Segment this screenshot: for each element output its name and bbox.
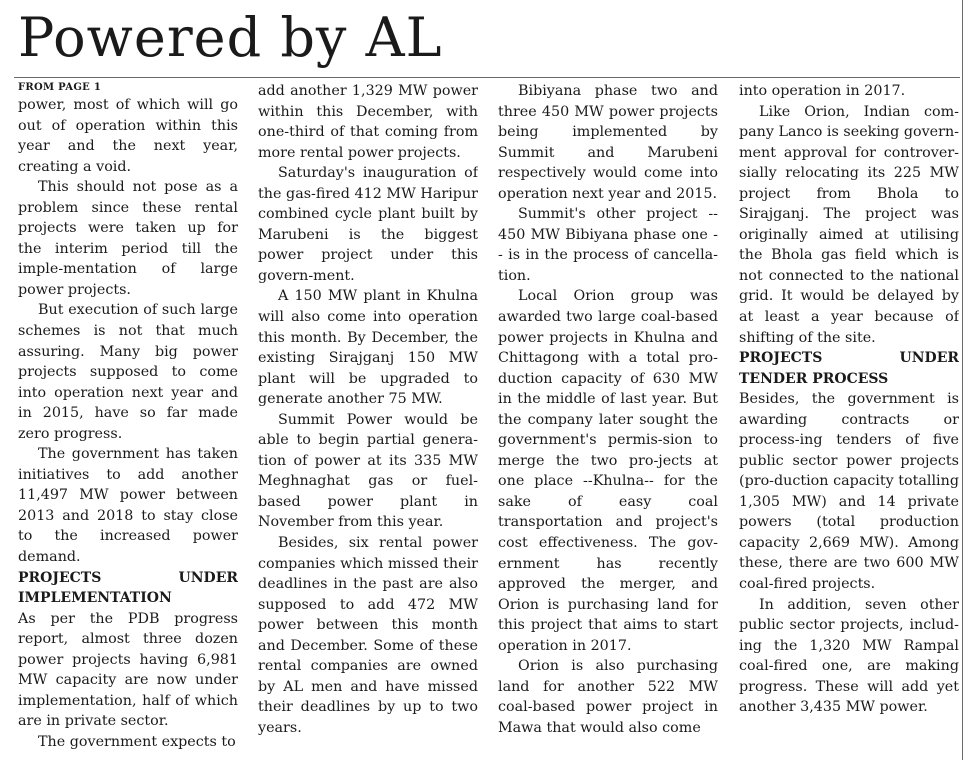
subhead-tender: PROJECTS UNDER TENDER PROCESS bbox=[739, 350, 959, 387]
paragraph: This should not pose as a problem since these rental projects were taken up for the interim period till the imple-mentation of large power projects. bbox=[18, 179, 238, 298]
subhead-implementation: PROJECTS UNDER IMPLEMENTATION bbox=[18, 569, 238, 607]
column-3 bbox=[498, 81, 718, 760]
paragraph: power, most of which will go out of operation within this year and the next year, creating a void. bbox=[18, 97, 238, 175]
paragraph: Besides, the government is awarding contracts or process-ing tenders of five public sector power projects (pro-duction capacity totalling 1,305 MW) and 14 private powers (total production capacity 2,669 MW). Among these, there are two 600 MW coal-fired projects. bbox=[739, 391, 959, 593]
paragraph: into operation in 2017. bbox=[739, 83, 906, 99]
paragraph: But execution of such large schemes is not that much assuring. Many big power projects supposed to come into operation next year and in 2015, have so far made zero progress. bbox=[18, 302, 238, 442]
paragraph: Summit Power would be able to begin partial genera-tion of power at its 335 MW Meghnaghat gas or fuel-based power plant in November from this year. bbox=[258, 411, 478, 531]
paragraph: Orion is also purchasing land for another 522 MW coal-based power project in Mawa that would also come bbox=[498, 658, 718, 736]
paragraph: Bibiyana phase two and three 450 MW power projects being implemented by Summit and Marubeni respectively would come into operation next year and 2015. bbox=[498, 83, 718, 202]
paragraph: Besides, six rental power companies which missed their deadlines in the past are also supposed to add 472 MW power between this month and December. Some of these rental companies are owned by AL men and have missed their deadlines by up to two years. bbox=[258, 535, 478, 736]
column-2 bbox=[258, 81, 478, 760]
paragraph: Summit's other project -- 450 MW Bibiyana phase one -- is in the process of cancella-tion. bbox=[498, 206, 718, 284]
paragraph: The government expects to bbox=[38, 733, 236, 750]
paragraph: Saturday's inauguration of the gas-fired 412 MW Haripur combined cycle plant built by Marubeni is the biggest power project under this govern-ment. bbox=[258, 165, 478, 284]
paragraph: Local Orion group was awarded two large coal-based power projects in Khulna and Chittagong with a total pro-duction capacity of 630 MW in the middle of last year. But the company later sought the government's permis-sion to merge the two pro-jects at one place --Khulna-- for the sake of easy coal transportation and project's cost effectiveness. The gov-ernment has recently approved the merger, and Orion is purchasing land for this project that aims to start operation in 2017. bbox=[498, 288, 718, 654]
headline-rule bbox=[14, 77, 960, 78]
paragraph: Like Orion, Indian com-pany Lanco is seeking govern-ment approval for controver-sially relocating its 225 MW project from Bhola to Sirajganj. The project was originally aimed at utilising the Bhola gas field which is not connected to the national grid. It would be delayed by at least a year because of shifting of the site. bbox=[739, 103, 959, 346]
headline: Powered by AL bbox=[18, 6, 443, 69]
paragraph: add another 1,329 MW power within this December, with one-third of that coming from more rental power projects. bbox=[258, 83, 478, 161]
paragraph: In addition, seven other public sector projects, includ-ing the 1,320 MW Rampal coal-fired one, are making progress. These will add yet another 3,435 MW power. bbox=[739, 596, 959, 716]
kicker: FROM PAGE 1 bbox=[18, 82, 102, 93]
paragraph: A 150 MW plant in Khulna will also come into operation this month. By December, the existing Sirajganj 150 MW plant will be upgraded to generate another 75 MW. bbox=[258, 288, 478, 408]
column-4 bbox=[739, 81, 959, 760]
paragraph: The government has taken initiatives to add another 11,497 MW power between 2013 and 2018 to stay close to the increased power demand. bbox=[18, 446, 238, 566]
right-border bbox=[962, 0, 963, 760]
column-1 bbox=[18, 81, 238, 760]
paragraph: As per the PDB progress report, almost three dozen power projects having 6,981 MW capacity are now under implementation, half of which are in private sector. bbox=[18, 610, 238, 730]
